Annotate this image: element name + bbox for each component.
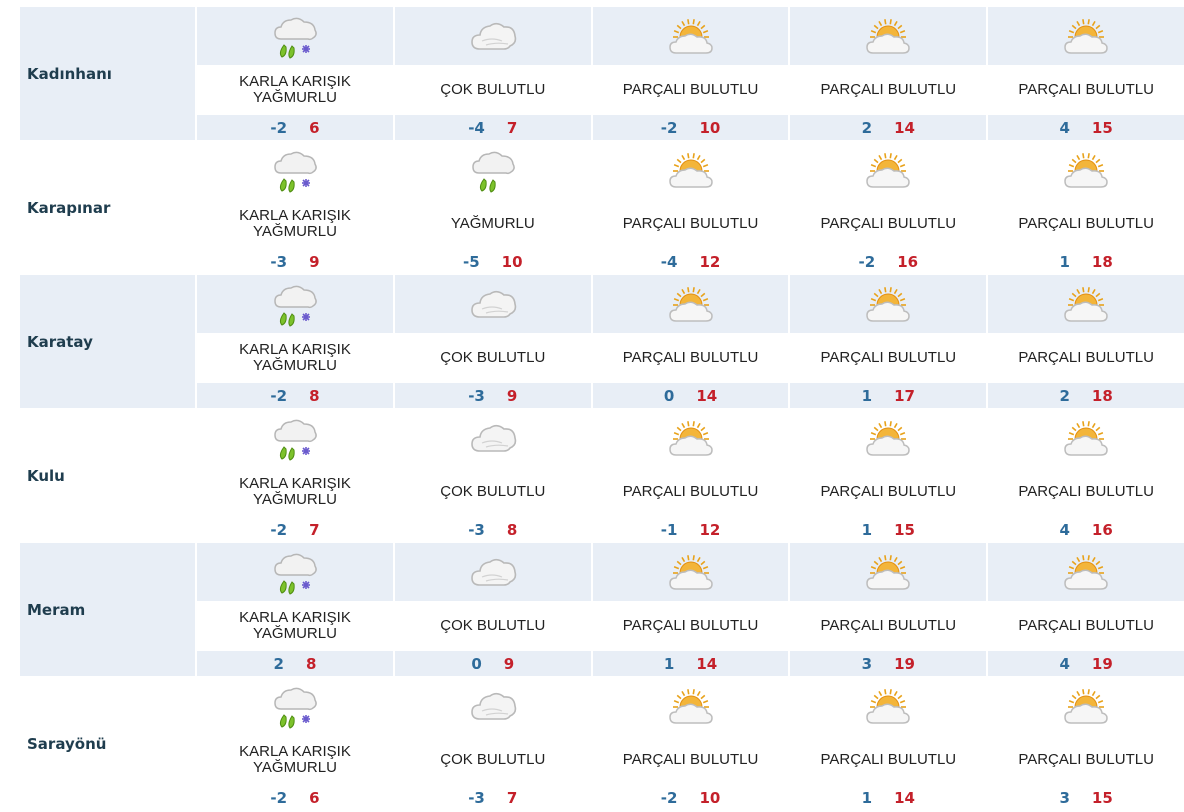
day-forecast [591,141,789,274]
min-temp: 2 [1059,386,1070,405]
min-temp: 0 [471,654,482,673]
temperature-range [593,115,789,140]
temperature-range [197,249,393,274]
partly-cloudy-icon [666,415,716,461]
condition-label: PARÇALI BULUTLU [1018,81,1154,98]
weather-icon-cell [988,677,1184,735]
temperature-range [988,115,1184,140]
max-temp: 12 [699,520,721,539]
max-temp: 14 [894,118,915,137]
sleet-icon [270,549,320,595]
min-temp: 1 [663,654,675,673]
day-forecast [788,7,986,140]
partly-cloudy-icon [666,13,716,59]
temperature-range [988,651,1184,676]
day-forecast [393,141,591,274]
weather-icon-cell [593,141,789,199]
cloud-icon [468,549,518,595]
cloud-icon [468,13,518,59]
weather-icon-cell [197,409,393,467]
weather-icon-cell [988,275,1184,333]
temperature-range [593,383,789,408]
min-temp: -3 [270,252,288,271]
partly-cloudy-icon [863,281,913,327]
day-forecast [591,7,789,140]
day-forecast [986,677,1184,810]
temperature-range [197,517,393,542]
day-forecast [393,543,591,676]
temperature-range [395,517,591,542]
max-temp: 15 [894,520,915,539]
weather-icon-cell [988,409,1184,467]
condition-label: PARÇALI BULUTLU [1018,751,1154,768]
max-temp: 6 [309,118,320,137]
city-name[interactable]: Meram [20,543,195,676]
condition-label: KARLA KARIŞIK YAĞMURLU [239,341,351,374]
min-temp: -3 [468,386,485,405]
max-temp: 9 [503,654,515,673]
day-forecast [591,677,789,810]
min-temp: 2 [273,654,284,673]
max-temp: 9 [506,386,518,405]
weather-icon-cell [593,409,789,467]
day-forecast [788,275,986,408]
city-row [20,677,1184,811]
day-forecast [393,275,591,408]
min-temp: 0 [663,386,675,405]
weather-icon-cell [790,275,986,333]
day-forecast [195,543,393,676]
max-temp: 12 [699,252,721,271]
partly-cloudy-icon [863,549,913,595]
min-temp: -2 [858,252,876,271]
temperature-range [988,517,1184,542]
condition-label: PARÇALI BULUTLU [820,617,957,634]
weather-icon-cell [395,275,591,333]
temperature-range [395,115,591,140]
temperature-range [790,249,986,274]
weather-icon-cell [790,677,986,735]
temperature-range [395,785,591,810]
day-forecast [986,275,1184,408]
condition-label: ÇOK BULUTLU [440,81,546,98]
max-temp: 7 [309,520,320,539]
max-temp: 16 [897,252,919,271]
min-temp: -2 [270,118,288,137]
min-temp: -3 [468,520,485,539]
temperature-range [790,383,986,408]
temperature-range [988,785,1184,810]
partly-cloudy-icon [863,415,913,461]
min-temp: -2 [270,520,288,539]
forecast-table [20,7,1184,811]
condition-label: PARÇALI BULUTLU [820,81,957,98]
temperature-range [395,249,591,274]
weather-icon-cell [395,543,591,601]
max-temp: 9 [309,252,320,271]
cloud-icon [468,683,518,729]
day-forecast [986,7,1184,140]
min-temp: -4 [468,118,485,137]
temperature-range [790,115,986,140]
max-temp: 14 [696,386,718,405]
max-temp: 8 [309,386,320,405]
day-forecast [393,7,591,140]
condition-label: ÇOK BULUTLU [440,349,546,366]
condition-label: PARÇALI BULUTLU [820,483,957,500]
weather-icon-cell [988,543,1184,601]
temperature-range [593,517,789,542]
temperature-range [197,785,393,810]
day-forecast [788,677,986,810]
weather-icon-cell [197,275,393,333]
min-temp: -2 [660,118,678,137]
condition-label: ÇOK BULUTLU [440,483,546,500]
min-temp: 1 [1059,252,1070,271]
min-temp: -3 [468,788,485,807]
condition-label: KARLA KARIŞIK YAĞMURLU [239,743,351,776]
condition-label: ÇOK BULUTLU [440,751,546,768]
temperature-range [593,651,789,676]
partly-cloudy-icon [666,147,716,193]
max-temp: 19 [1091,654,1113,673]
day-forecast [986,409,1184,542]
rain-icon [468,147,518,193]
partly-cloudy-icon [666,281,716,327]
partly-cloudy-icon [1061,147,1111,193]
day-forecast [195,275,393,408]
day-forecast [986,141,1184,274]
condition-label: PARÇALI BULUTLU [622,483,759,500]
day-forecast [788,409,986,542]
max-temp: 15 [1091,118,1113,137]
weather-icon-cell [197,141,393,199]
cloud-icon [468,415,518,461]
temperature-range [790,517,986,542]
condition-label: PARÇALI BULUTLU [622,751,759,768]
temperature-range [395,651,591,676]
max-temp: 14 [696,654,718,673]
min-temp: 1 [861,788,873,807]
max-temp: 14 [894,788,915,807]
min-temp: -2 [270,386,288,405]
partly-cloudy-icon [863,683,913,729]
min-temp: -5 [462,252,480,271]
max-temp: 6 [309,788,320,807]
city-name[interactable]: Kulu [27,466,65,485]
min-temp: 3 [1059,788,1070,807]
max-temp: 16 [1091,520,1113,539]
min-temp: 4 [1059,118,1070,137]
temperature-range [197,651,393,676]
max-temp: 17 [894,386,915,405]
weather-icon-cell [395,677,591,735]
condition-label: PARÇALI BULUTLU [622,617,759,634]
min-temp: 4 [1059,520,1070,539]
max-temp: 10 [699,118,721,137]
partly-cloudy-icon [1061,415,1111,461]
weather-icon-cell [197,543,393,601]
min-temp: 2 [861,118,873,137]
condition-label: PARÇALI BULUTLU [1018,483,1154,500]
cloud-icon [468,281,518,327]
temperature-range [593,785,789,810]
max-temp: 7 [506,118,518,137]
condition-label: PARÇALI BULUTLU [820,215,957,232]
partly-cloudy-icon [666,683,716,729]
condition-label: PARÇALI BULUTLU [622,349,759,366]
min-temp: -2 [270,788,288,807]
sleet-icon [270,147,320,193]
city-row [20,275,1184,409]
city-row [20,7,1184,141]
weather-icon-cell [593,543,789,601]
min-temp: -1 [660,520,678,539]
condition-label: PARÇALI BULUTLU [820,349,957,366]
min-temp: -4 [660,252,678,271]
sleet-icon [270,683,320,729]
temperature-range [790,785,986,810]
min-temp: 4 [1059,654,1070,673]
condition-label: ÇOK BULUTLU [440,617,546,634]
condition-label: PARÇALI BULUTLU [1018,215,1154,232]
max-temp: 18 [1091,386,1113,405]
min-temp: -2 [660,788,678,807]
city-name[interactable]: Karapınar [27,198,111,217]
city-name[interactable]: Kadınhanı [20,7,195,140]
temperature-range [988,383,1184,408]
weather-icon-cell [593,7,789,65]
condition-label: KARLA KARIŞIK YAĞMURLU [239,475,351,508]
sleet-icon [270,415,320,461]
partly-cloudy-icon [1061,549,1111,595]
city-row [20,543,1184,677]
day-forecast [591,409,789,542]
temperature-range [988,249,1184,274]
partly-cloudy-icon [1061,683,1111,729]
weather-icon-cell [593,677,789,735]
max-temp: 8 [506,520,518,539]
weather-icon-cell [395,7,591,65]
day-forecast [788,141,986,274]
temperature-range [790,651,986,676]
weather-icon-cell [988,7,1184,65]
day-forecast [195,141,393,274]
weather-icon-cell [790,141,986,199]
max-temp: 19 [894,654,915,673]
temperature-range [197,115,393,140]
day-forecast [393,677,591,810]
partly-cloudy-icon [1061,13,1111,59]
city-name[interactable]: Karatay [20,275,195,408]
condition-label: PARÇALI BULUTLU [622,215,759,232]
day-forecast [788,543,986,676]
weather-icon-cell [790,543,986,601]
condition-label: PARÇALI BULUTLU [1018,617,1154,634]
max-temp: 8 [305,654,317,673]
day-forecast [195,677,393,810]
day-forecast [195,7,393,140]
sleet-icon [270,281,320,327]
partly-cloudy-icon [1061,281,1111,327]
max-temp: 15 [1091,788,1113,807]
day-forecast [195,409,393,542]
partly-cloudy-icon [863,13,913,59]
min-temp: 1 [861,520,873,539]
weather-icon-cell [790,409,986,467]
weather-icon-cell [790,7,986,65]
weather-icon-cell [395,141,591,199]
max-temp: 10 [501,252,523,271]
city-name[interactable]: Sarayönü [27,734,107,753]
temperature-range [197,383,393,408]
max-temp: 18 [1091,252,1113,271]
condition-label: PARÇALI BULUTLU [622,81,759,98]
condition-label: KARLA KARIŞIK YAĞMURLU [239,609,351,642]
day-forecast [591,543,789,676]
day-forecast [393,409,591,542]
sleet-icon [270,13,320,59]
partly-cloudy-icon [666,549,716,595]
partly-cloudy-icon [863,147,913,193]
day-forecast [986,543,1184,676]
condition-label: KARLA KARIŞIK YAĞMURLU [239,73,351,106]
max-temp: 7 [506,788,518,807]
weather-icon-cell [197,7,393,65]
condition-label: PARÇALI BULUTLU [820,751,957,768]
condition-label: YAĞMURLU [450,215,535,232]
day-forecast [591,275,789,408]
min-temp: 3 [861,654,873,673]
max-temp: 10 [699,788,721,807]
min-temp: 1 [861,386,873,405]
city-row [20,141,1184,275]
condition-label: PARÇALI BULUTLU [1018,349,1154,366]
city-row [20,409,1184,543]
condition-label: KARLA KARIŞIK YAĞMURLU [239,207,351,240]
weather-icon-cell [197,677,393,735]
temperature-range [593,249,789,274]
temperature-range [395,383,591,408]
weather-icon-cell [395,409,591,467]
weather-icon-cell [593,275,789,333]
weather-icon-cell [988,141,1184,199]
